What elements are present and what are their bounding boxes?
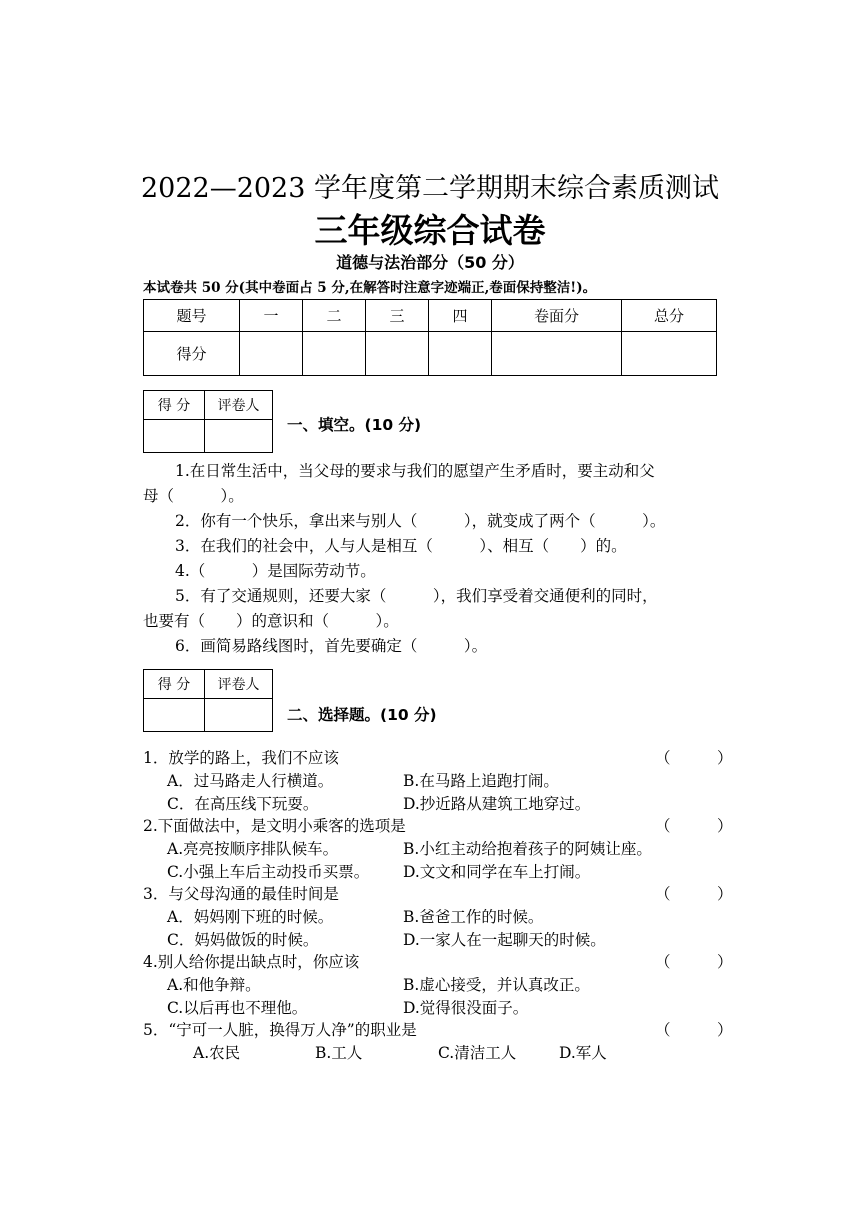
score-cell[interactable] [622,332,717,376]
score-table-score-row [144,332,717,376]
choice-question-stem: 1．放学的路上，我们不应该 [143,749,339,767]
section-heading: 道德与法治部分（50 分） [336,253,524,272]
choice-option: A.农民 [193,1044,241,1062]
choice-question-stem: 4.别人给你提出缺点时，你应该 [143,953,360,971]
choice-option: C.清洁工人 [438,1044,517,1062]
score-table-header: 二 [303,300,366,332]
answer-paren[interactable]: （ ） [655,749,733,767]
score-table [143,299,717,376]
score-table-header: 四 [429,300,492,332]
grader-box-grader-cell[interactable] [205,699,273,732]
grader-box-score-label: 得 分 [144,391,205,420]
score-table-header: 题号 [144,300,240,332]
fill-question: 6．画简易路线图时，首先要确定（ ）。 [175,637,488,655]
choice-option: A．过马路走人行横道。 [167,772,334,790]
choice-option: A.和他争辩。 [167,976,261,994]
choice-option: A.亮亮按顺序排队候车。 [167,840,339,858]
score-cell[interactable] [492,332,622,376]
grader-box-grader-cell[interactable] [205,420,273,453]
section-title-fill-blank: 一、填空。(10 分) [287,416,422,434]
score-table-header: 卷面分 [492,300,622,332]
fill-question: 1.在日常生活中，当父母的要求与我们的愿望产生矛盾时，要主动和父 [175,462,655,480]
answer-paren[interactable]: （ ） [655,953,733,971]
answer-paren[interactable]: （ ） [655,885,733,903]
choice-option: D.一家人在一起聊天的时候。 [403,931,606,949]
score-row-label: 得分 [144,332,240,376]
choice-option: D.军人 [559,1044,607,1062]
score-table-header-row [144,300,717,332]
choice-option: D.觉得很没面子。 [403,999,529,1017]
score-cell[interactable] [366,332,429,376]
choice-option: B.小红主动给抱着孩子的阿姨让座。 [403,840,652,858]
score-cell[interactable] [429,332,492,376]
exam-title: 2022—2023 学年度第二学期期末综合素质测试 [140,173,719,204]
fill-question: 5．有了交通规则，还要大家（ ），我们享受着交通便利的同时， [175,587,658,605]
section-title-choice: 二、选择题。(10 分) [287,706,437,724]
answer-paren[interactable]: （ ） [655,1021,733,1039]
score-cell[interactable] [303,332,366,376]
grader-box-grader-label: 评卷人 [205,670,273,699]
fill-question: 4.（ ）是国际劳动节。 [175,562,376,580]
choice-option: D.文文和同学在车上打闹。 [403,863,591,881]
grader-box-score-label: 得 分 [144,670,205,699]
fill-question: 3．在我们的社会中，人与人是相互（ ）、相互（ ）的。 [175,537,627,555]
exam-subtitle: 三年级综合试卷 [314,211,546,250]
grader-box [143,390,273,453]
choice-question-stem: 3．与父母沟通的最佳时间是 [143,885,339,903]
choice-option: B.在马路上追跑打闹。 [403,772,559,790]
choice-option: C.以后再也不理他。 [167,999,308,1017]
score-table-header: 总分 [622,300,717,332]
answer-paren[interactable]: （ ） [655,817,733,835]
choice-question-stem: 2.下面做法中，是文明小乘客的选项是 [143,817,406,835]
fill-question: 2．你有一个快乐，拿出来与别人（ ），就变成了两个（ ）。 [175,512,666,530]
choice-option: D.抄近路从建筑工地穿过。 [403,795,591,813]
exam-note: 本试卷共 50 分(其中卷面占 5 分,在解答时注意字迹端正,卷面保持整洁!)。 [143,280,597,296]
choice-option: C．妈妈做饭的时候。 [167,931,319,949]
grader-box-score-cell[interactable] [144,420,205,453]
choice-question-stem: 5．“宁可一人脏，换得万人净”的职业是 [143,1021,417,1039]
score-table-header: 一 [240,300,303,332]
score-cell[interactable] [240,332,303,376]
grader-box-score-cell[interactable] [144,699,205,732]
score-table-header: 三 [366,300,429,332]
grader-box [143,669,273,732]
choice-option: A．妈妈刚下班的时候。 [167,908,334,926]
fill-question-cont: 母（ ）。 [143,487,244,505]
choice-option: B.工人 [315,1044,363,1062]
choice-option: C．在高压线下玩耍。 [167,795,319,813]
choice-option: B.虚心接受，并认真改正。 [403,976,590,994]
choice-option: C.小强上车后主动投币买票。 [167,863,370,881]
fill-question-cont: 也要有（ ）的意识和（ ）。 [143,612,399,630]
choice-option: B.爸爸工作的时候。 [403,908,544,926]
grader-box-grader-label: 评卷人 [205,391,273,420]
